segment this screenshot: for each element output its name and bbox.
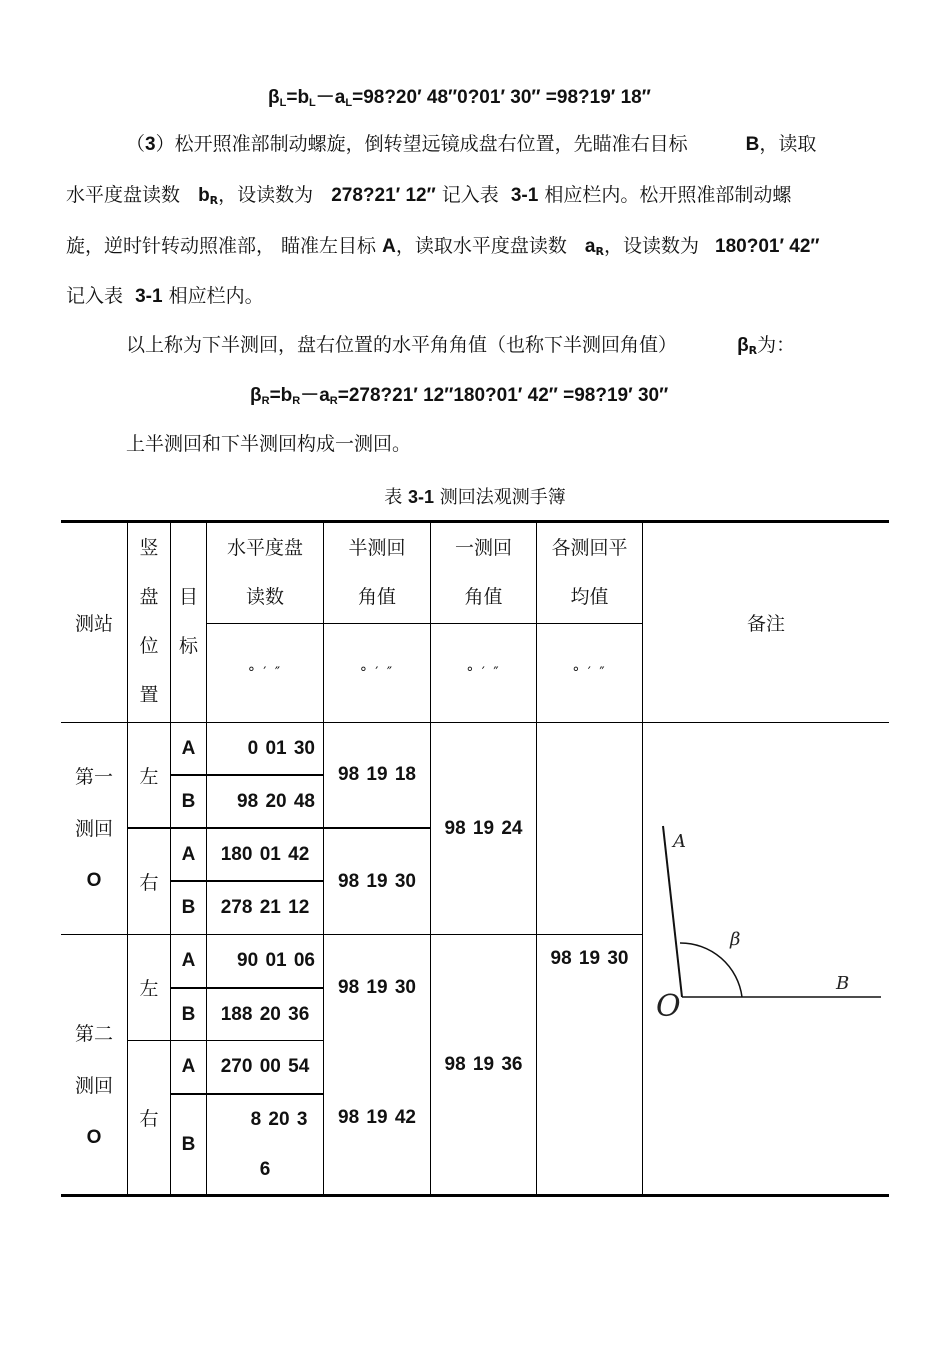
reading-cell: 98 20 48 bbox=[237, 790, 315, 812]
reading-cell: 90 01 06 bbox=[237, 950, 315, 971]
average-value: 98 19 30 bbox=[550, 947, 629, 969]
header-target: 目 标 bbox=[178, 586, 198, 657]
half-round-value: 98 19 30 bbox=[338, 870, 416, 892]
target-cell: B bbox=[181, 790, 196, 812]
half-round-value: 98 19 18 bbox=[338, 764, 416, 785]
half-round-value: 98 19 30 bbox=[338, 976, 416, 998]
face-cell: 右 bbox=[139, 1108, 159, 1130]
target-cell: A bbox=[181, 737, 196, 759]
reading-cell: 278 21 12 bbox=[220, 897, 310, 918]
target-cell: A bbox=[181, 1056, 196, 1077]
unit-label: ° ′ ″ bbox=[572, 665, 607, 681]
table-bottom-rule bbox=[61, 1194, 889, 1197]
reading-cell: 270 00 54 bbox=[220, 1056, 310, 1077]
target-cell: B bbox=[181, 1133, 196, 1155]
reading-cell: 0 01 30 bbox=[247, 737, 315, 759]
angle-arc bbox=[680, 943, 742, 997]
one-round-value: 98 19 24 bbox=[444, 817, 523, 839]
angle-diagram bbox=[643, 723, 889, 1194]
label-b: B bbox=[836, 973, 850, 994]
paragraph-full-round: 上半测回和下半测回构成一测回。 bbox=[126, 433, 412, 455]
header-reading: 水平度盘 读数 bbox=[226, 536, 303, 608]
reading-cell: 8 20 3 6 bbox=[250, 1108, 308, 1180]
paragraph-3-line-4: 记入表 3-1 相应栏内。 bbox=[66, 285, 264, 307]
label-a: A bbox=[673, 831, 686, 852]
label-beta: β bbox=[730, 929, 741, 950]
header-one-round: 一测回 角值 bbox=[454, 536, 512, 608]
unit-label: ° ′ ″ bbox=[247, 665, 283, 681]
station-cell: 第二 测回 O bbox=[74, 1022, 113, 1148]
target-cell: B bbox=[181, 897, 196, 918]
reading-cell: 180 01 42 bbox=[220, 843, 310, 865]
face-cell: 左 bbox=[139, 978, 159, 1000]
header-position: 竖 盘 位 置 bbox=[139, 537, 159, 706]
half-round-value: 98 19 42 bbox=[338, 1106, 416, 1128]
unit-label: ° ′ ″ bbox=[359, 665, 395, 681]
unit-label: ° ′ ″ bbox=[466, 665, 501, 681]
paragraph-3-line-3: 旋，逆时针转动照准部， 瞄准左目标 A，读取水平度盘读数 $a_R$，设读数为 180?01′ 42″ bbox=[66, 235, 820, 258]
paragraph-3-line-1: （3）松开照准部制动螺旋，倒转望远镜成盘右位置，先瞄准右目标 B，读取 bbox=[126, 133, 817, 155]
face-cell: 左 bbox=[139, 765, 159, 788]
station-cell: 第一 测回 O bbox=[74, 765, 113, 891]
formula-beta-left: $\beta_L=b_L-a_L=98?20'$ 48″0?01′ 30″ =98?19′ 18″ bbox=[268, 87, 651, 109]
target-cell: A bbox=[181, 950, 196, 971]
one-round-value: 98 19 36 bbox=[444, 1053, 523, 1075]
paragraph-lower-half: 以上称为下半测回，盘右位置的水平角角值（也称下半测回角值） $\beta_R$为： bbox=[126, 334, 796, 357]
header-half-round: 半测回 角值 bbox=[348, 536, 406, 608]
target-cell: A bbox=[181, 843, 196, 865]
label-o: O bbox=[656, 989, 681, 1024]
header-average: 各测回平 均值 bbox=[551, 536, 628, 608]
header-remark: 备注 bbox=[746, 612, 785, 635]
target-cell: B bbox=[181, 1003, 196, 1025]
table-caption: 表 3-1 测回法观测手簿 bbox=[384, 487, 566, 508]
face-cell: 右 bbox=[139, 872, 159, 894]
reading-cell: 188 20 36 bbox=[220, 1003, 310, 1025]
paragraph-3-line-2: 水平度盘读数 $b_R$，设读数为 278?21′ 12″ 记入表 3-1 相应栏内。松开照准部制动螺 bbox=[66, 184, 792, 207]
header-station: 测站 bbox=[74, 612, 113, 635]
formula-beta-right: $\beta_R=b_R-a_R=278?21'$ 12″180?01′ 42″ =98?19′ 30″ bbox=[250, 385, 669, 407]
